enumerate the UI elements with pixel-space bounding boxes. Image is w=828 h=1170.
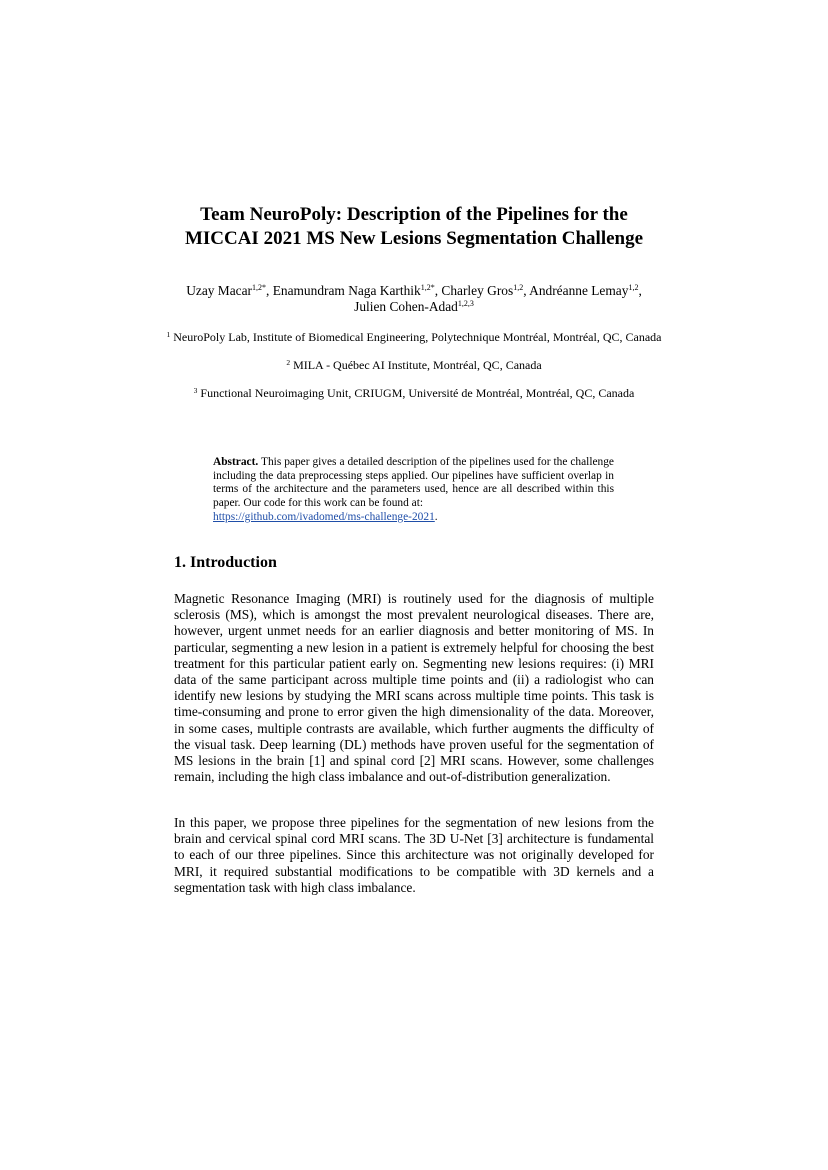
abstract-block <box>213 456 614 525</box>
author-name: Charley Gros <box>441 283 514 298</box>
affiliation-marker: 3 <box>193 386 198 395</box>
author-separator: , <box>266 283 273 298</box>
title-line-2: MICCAI 2021 MS New Lesions Segmentation Challenge <box>184 228 644 249</box>
author-name: Andréanne Lemay <box>529 283 629 298</box>
abstract-text: This paper gives a detailed description of the pipelines used for the challenge including the data preprocessing steps applied. Our pipelines have sufficient overlap in terms of the architecture and the parameters used, hence are all described within this paper. Our code for this work can be found at: <box>213 456 614 510</box>
affiliation-text: Functional Neuroimaging Unit, CRIUGM, Université de Montréal, Montréal, QC, Canada <box>200 386 635 400</box>
author-affiliation-marker: 1,2* <box>420 283 435 292</box>
title-line-1: Team NeuroPoly: Description of the Pipelines for the <box>200 204 628 225</box>
author-affiliation-marker: 1,2* <box>252 283 266 292</box>
abstract-end: . <box>434 510 438 523</box>
affiliation-3 <box>150 386 678 401</box>
author-separator: , <box>523 283 530 298</box>
author-list <box>140 283 688 315</box>
author-affiliation-marker: 1,2,3 <box>457 299 474 308</box>
author-affiliation-marker: 1,2 <box>513 283 524 292</box>
affiliation-marker: 1 <box>166 330 171 339</box>
author-name: Enamundram Naga Karthik <box>272 283 421 298</box>
affiliation-1 <box>150 330 678 345</box>
intro-paragraph-2: In this paper, we propose three pipelines for the segmentation of new lesions from the brain and cervical spinal cord MRI scans. The 3D U-Net [3] architecture is fundamental to each of our three pipelines. Since this architecture was not originally developed for MRI, it required substantial modifications to be compatible with 3D kernels and a segmentation task with high class imbalance. <box>174 815 654 895</box>
affiliation-marker: 2 <box>286 358 291 367</box>
affiliation-text: NeuroPoly Lab, Institute of Biomedical Engineering, Polytechnique Montréal, Montréal, QC, Canada <box>173 330 662 344</box>
paper-title <box>120 203 708 251</box>
affiliation-text: MILA - Québec AI Institute, Montréal, QC, Canada <box>293 358 542 372</box>
author-name: Julien Cohen-Adad <box>354 299 458 314</box>
intro-paragraph-1: Magnetic Resonance Imaging (MRI) is routinely used for the diagnosis of multiple sclerosis (MS), which is amongst the most prevalent neurological diseases. There are, however, urgent unmet needs for an earlier diagnosis and better monitoring of MS. In particular, segmenting a new lesion in a patient is extremely helpful for choosing the best treatment for this particular patient early on. Segmenting new lesions requires: (i) MRI data of the same participant across multiple time points and (ii) a radiologist who can identify new lesions by studying the MRI scans across multiple time points. This task is time-consuming and prone to error given the high dimensionality of the data. Moreover, in some cases, multiple contrasts are available, which further augments the difficulty of the visual task. Deep learning (DL) methods have proven useful for the segmentation of MS lesions in the brain [1] and spinal cord [2] MRI scans. However, some challenges remain, including the high class imbalance and out-of-distribution generalization. <box>174 591 654 785</box>
affiliation-2 <box>150 358 678 373</box>
section-heading: 1. Introduction <box>174 554 277 571</box>
code-repository-link[interactable]: https://github.com/ivadomed/ms-challenge-2021 <box>213 510 435 523</box>
author-affiliation-marker: 1,2 <box>628 283 639 292</box>
author-separator: , <box>434 283 442 298</box>
author-separator: , <box>638 283 642 298</box>
abstract-label: Abstract. <box>213 456 259 468</box>
author-name: Uzay Macar <box>186 283 252 298</box>
